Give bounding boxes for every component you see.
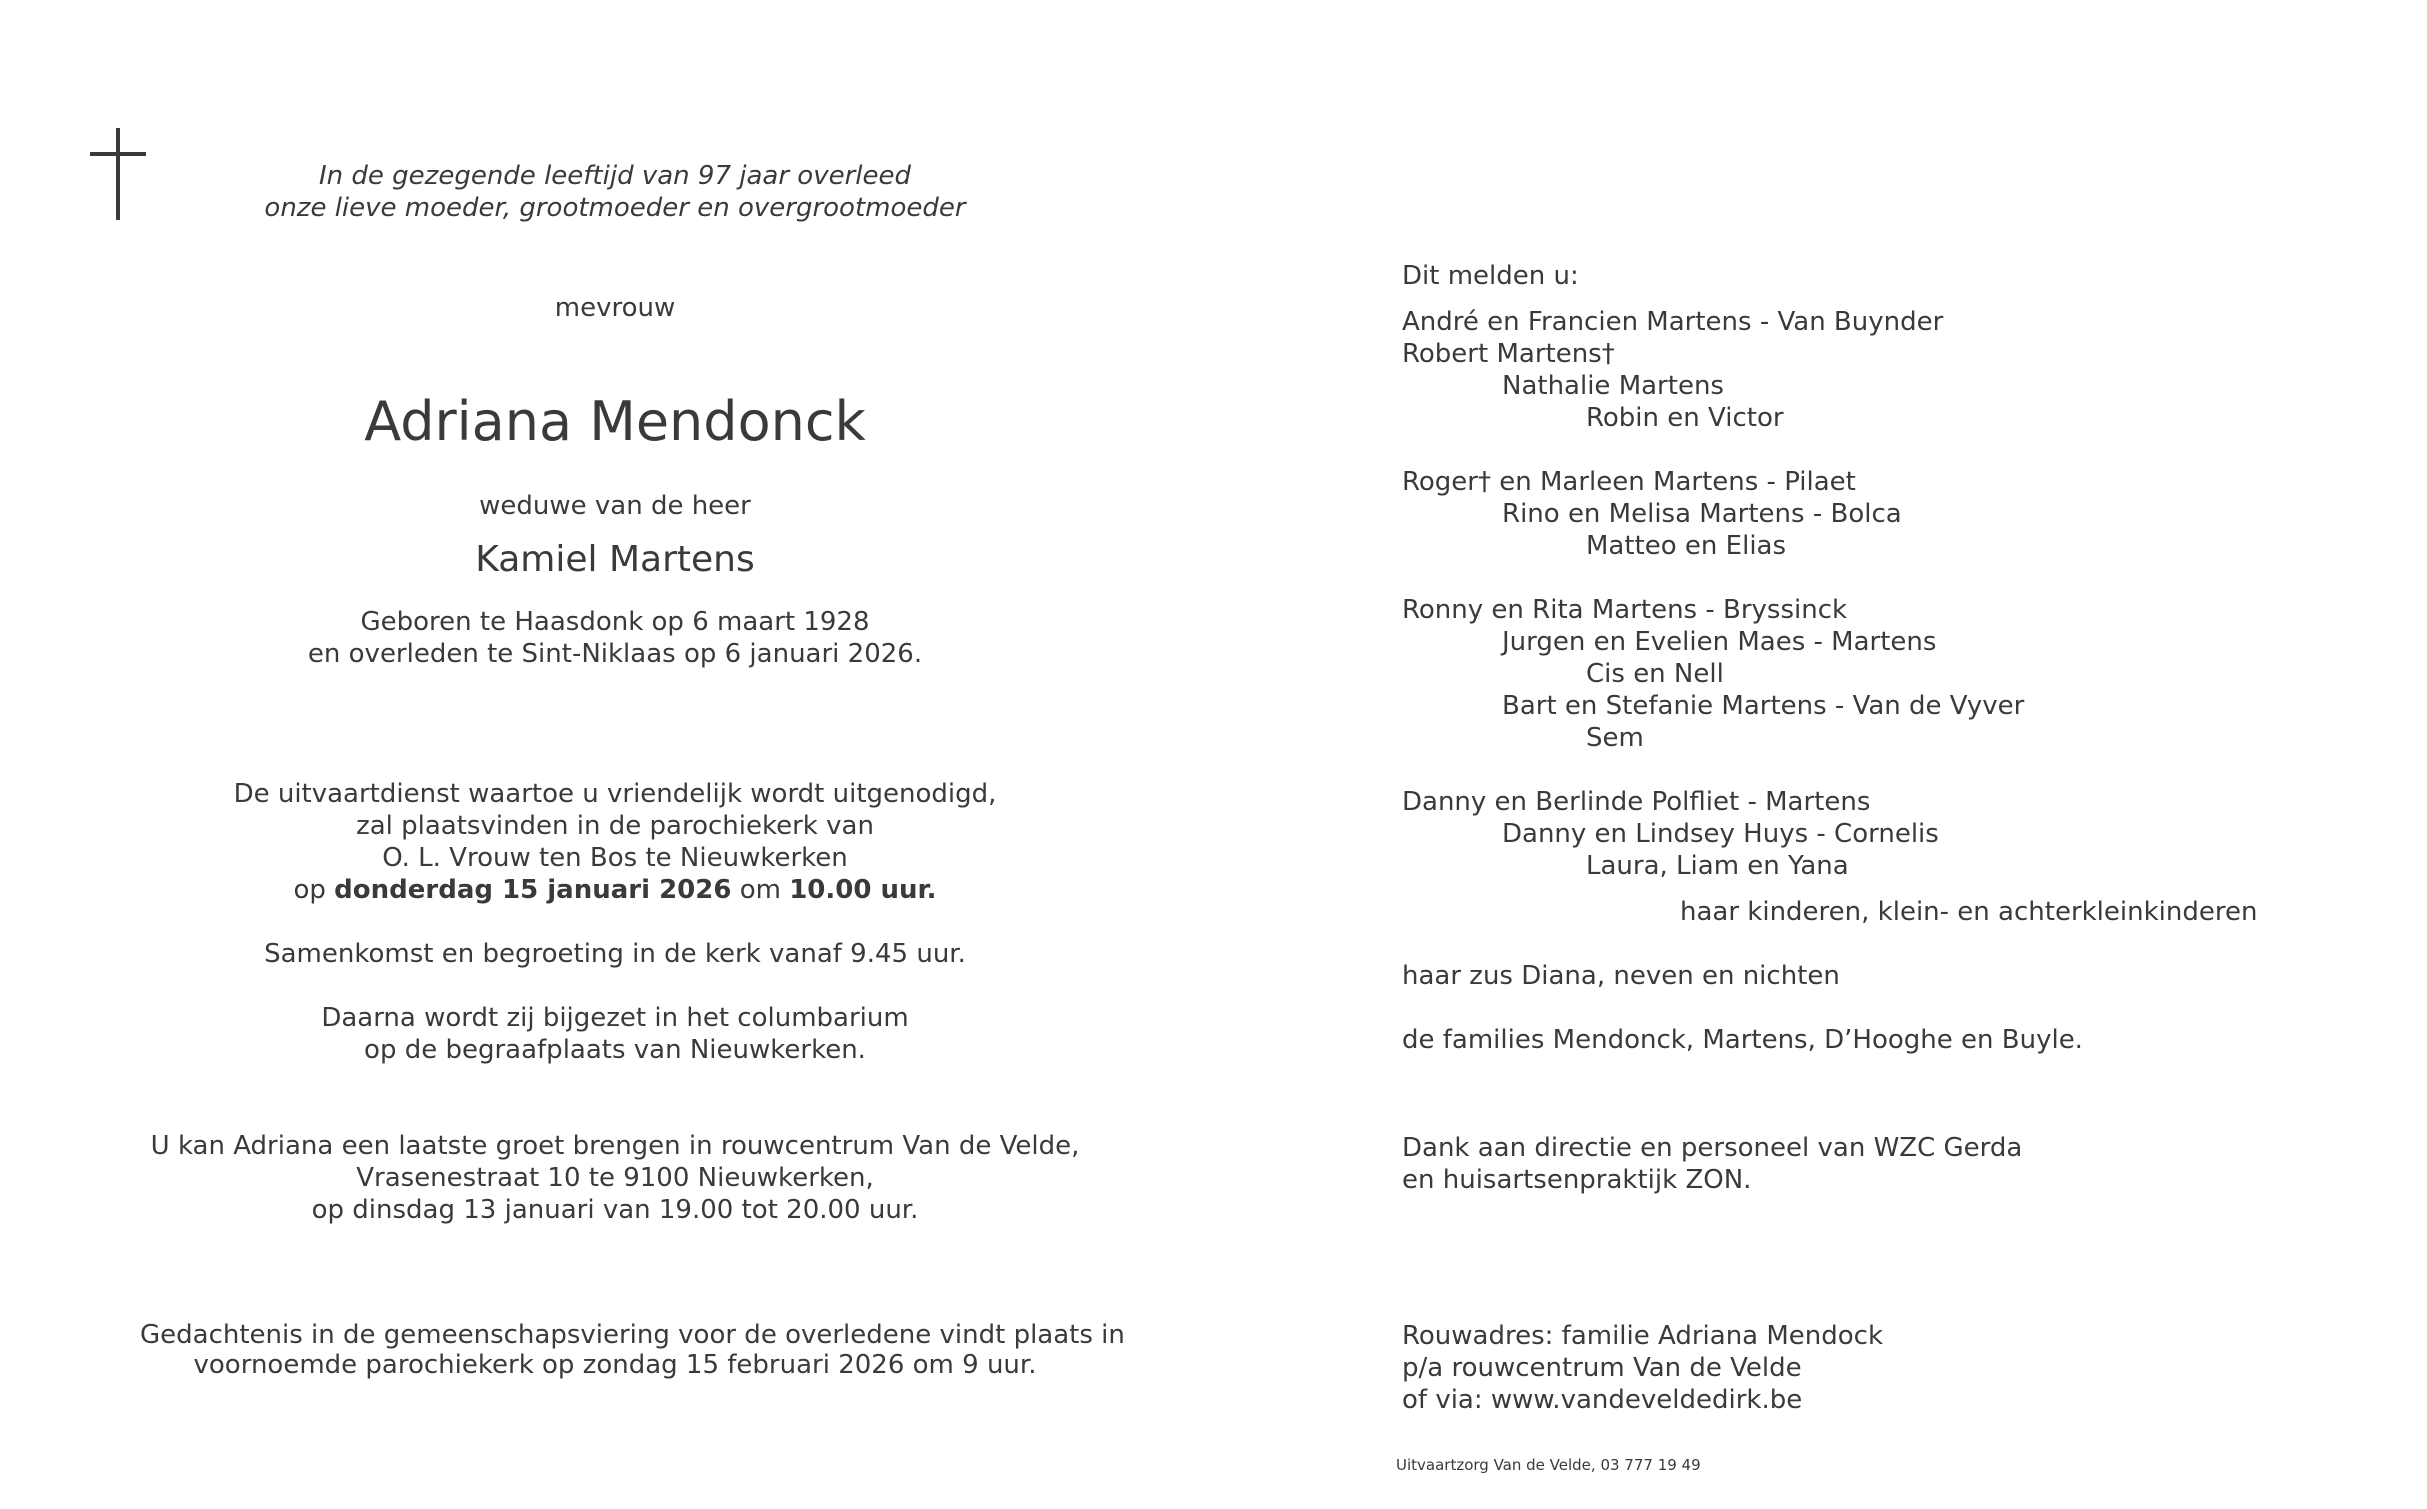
widow-line: weduwe van de heer xyxy=(479,491,751,521)
family-member: Danny en Berlinde Polfliet - Martens xyxy=(1402,787,1871,817)
service-datetime: op donderdag 15 januari 2026 om 10.00 uur. xyxy=(293,875,937,905)
family-summary: haar kinderen, klein- en achterkleinkinderen xyxy=(1680,897,2258,927)
family-member: Jurgen en Evelien Maes - Martens xyxy=(1502,627,1937,657)
gathering-info: Samenkomst en begroeting in de kerk vanaf 9.45 uur. xyxy=(264,939,966,969)
memorial-info: Gedachtenis in de gemeenschapsviering voor de overledene vindt plaats in voornoemde parochiekerk op zondag 15 februari 2026 om 9 uur. xyxy=(140,1320,1125,1380)
honorific: mevrouw xyxy=(554,293,676,323)
deceased-name: Adriana Mendonck xyxy=(364,390,866,453)
mourning-address: Rouwadres: familie Adriana Mendock p/a rouwcentrum Van de Velde of via: www.vandeveldedirk.be xyxy=(1402,1321,1884,1415)
family-member: Laura, Liam en Yana xyxy=(1586,851,1849,881)
husband-name: Kamiel Martens xyxy=(475,539,755,580)
family-member: Rino en Melisa Martens - Bolca xyxy=(1502,499,1902,529)
burial-info: Daarna wordt zij bijgezet in het columbarium op de begraafplaats van Nieuwkerken. xyxy=(321,1003,909,1065)
family-member: Roger† en Marleen Martens - Pilaet xyxy=(1402,467,1856,497)
family-member: Matteo en Elias xyxy=(1586,531,1787,561)
sister-line: haar zus Diana, neven en nichten xyxy=(1402,961,1840,991)
funeral-service-info: De uitvaartdienst waartoe u vriendelijk wordt uitgenodigd, zal plaatsvinden in de parochiekerk van O. L. Vrouw ten Bos te Nieuwkerken op donderdag 15 januari 2026 om 10.00 uur. xyxy=(140,778,1090,906)
intro-text: In de gezegende leeftijd van 97 jaar overleed onze lieve moeder, grootmoeder en overgrootmoeder xyxy=(264,161,966,223)
family-member: Ronny en Rita Martens - Bryssinck xyxy=(1402,595,1848,625)
family-member: Bart en Stefanie Martens - Van de Vyver xyxy=(1502,691,2025,721)
family-member: Cis en Nell xyxy=(1586,659,1724,689)
family-member: Nathalie Martens xyxy=(1502,371,1724,401)
announce-heading: Dit melden u: xyxy=(1402,261,1579,291)
family-member: Danny en Lindsey Huys - Cornelis xyxy=(1502,819,1939,849)
cross-icon xyxy=(90,128,146,220)
thanks-text: Dank aan directie en personeel van WZC Gerda en huisartsenpraktijk ZON. xyxy=(1402,1133,2023,1195)
family-member: Robert Martens† xyxy=(1402,339,1615,369)
birth-death-info: Geboren te Haasdonk op 6 maart 1928 en overleden te Sint-Niklaas op 6 januari 2026. xyxy=(307,607,923,669)
family-member: André en Francien Martens - Van Buynder xyxy=(1402,307,1944,337)
family-member: Robin en Victor xyxy=(1586,403,1784,433)
family-list xyxy=(1402,306,2402,1056)
visitation-info: U kan Adriana een laatste groet brengen in rouwcentrum Van de Velde, Vrasenestraat 10 te 9100 Nieuwkerken, op dinsdag 13 januari van 19.00 tot 20.00 uur. xyxy=(150,1131,1080,1225)
footer-credit: Uitvaartzorg Van de Velde, 03 777 19 49 xyxy=(1396,1456,1701,1474)
family-member: Sem xyxy=(1586,723,1644,753)
families-line: de families Mendonck, Martens, D’Hooghe en Buyle. xyxy=(1402,1025,2083,1055)
